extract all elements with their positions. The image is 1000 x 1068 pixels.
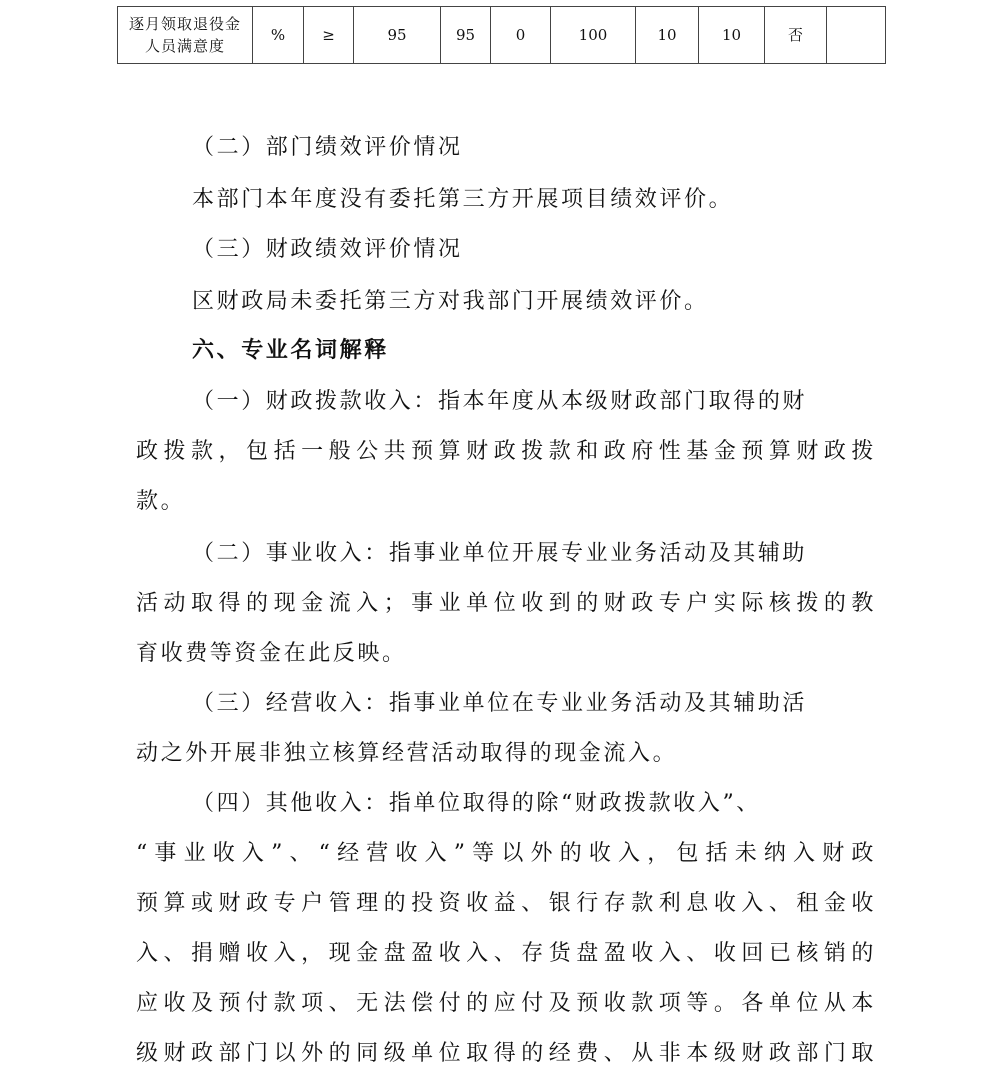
glossary-item-4-line-3: 预算或财政专户管理的投资收益、银行存款利息收入、租金收: [136, 891, 876, 916]
glossary-text: 指事业单位在专业业务活动及其辅助活: [388, 691, 808, 716]
glossary-term: （一）财政拨款收入：: [192, 389, 439, 414]
glossary-term: （二）事业收入：: [192, 541, 389, 566]
glossary-item-2-line-1: [192, 536, 807, 567]
document-body: [136, 0, 876, 1068]
glossary-item-1-line-1: [192, 384, 876, 415]
value-cell: 10: [636, 7, 699, 64]
section-text-dept-eval: 本部门本年度没有委托第三方开展项目绩效评价。: [192, 187, 734, 212]
glossary-item-2-line-2: 活动取得的现金流入；事业单位收到的财政专户实际核拨的教: [136, 591, 876, 616]
operator-cell: ≥: [304, 7, 354, 64]
glossary-item-4-line-2: “事业收入”、“经营收入”等以外的收入，包括未纳入财政: [136, 841, 876, 866]
glossary-text: 指本年度从本级财政部门取得的财: [438, 389, 808, 414]
glossary-item-4-line-1: [192, 786, 761, 817]
glossary-item-4-line-4: 入、捐赠收入，现金盘盈收入、存货盘盈收入、收回已核销的: [136, 941, 876, 966]
indicator-name-line2: 人员满意度: [144, 37, 225, 55]
value-cell: 否: [765, 7, 827, 64]
glossary-item-2-line-3: 育收费等资金在此反映。: [136, 641, 407, 666]
glossary-item-1-line-3: 款。: [136, 489, 186, 514]
glossary-item-3-line-2: 动之外开展非独立核算经营活动取得的现金流入。: [136, 741, 678, 766]
glossary-item-4-line-5: 应收及预付款项、无法偿付的应付及预收款项等。各单位从本: [136, 991, 876, 1016]
unit-cell: %: [253, 7, 304, 64]
value-cell: 100: [551, 7, 636, 64]
glossary-heading: 六、专业名词解释: [192, 338, 389, 363]
glossary-item-3-line-1: [192, 686, 807, 717]
glossary-item-1-line-2: 政拨款，包括一般公共预算财政拨款和政府性基金预算财政拨: [136, 439, 876, 464]
value-cell: 95: [354, 7, 441, 64]
glossary-text: 指事业单位开展专业业务活动及其辅助: [388, 541, 808, 566]
section-text-fin-eval: 区财政局未委托第三方对我部门开展绩效评价。: [192, 289, 709, 314]
glossary-term: （三）经营收入：: [192, 691, 389, 716]
glossary-text: 指单位取得的除“财政拨款收入”、: [388, 791, 761, 816]
value-cell: 0: [491, 7, 551, 64]
value-cell: 95: [441, 7, 491, 64]
section-heading-fin-eval: （三）财政绩效评价情况: [192, 237, 463, 262]
value-cell: 10: [699, 7, 765, 64]
glossary-term: （四）其他收入：: [192, 791, 389, 816]
section-heading-dept-eval: （二）部门绩效评价情况: [192, 135, 463, 160]
glossary-item-4-line-6: 级财政部门以外的同级单位取得的经费、从非本级财政部门取: [136, 1041, 876, 1066]
indicator-name-line1: 逐月领取退役金: [128, 15, 241, 33]
